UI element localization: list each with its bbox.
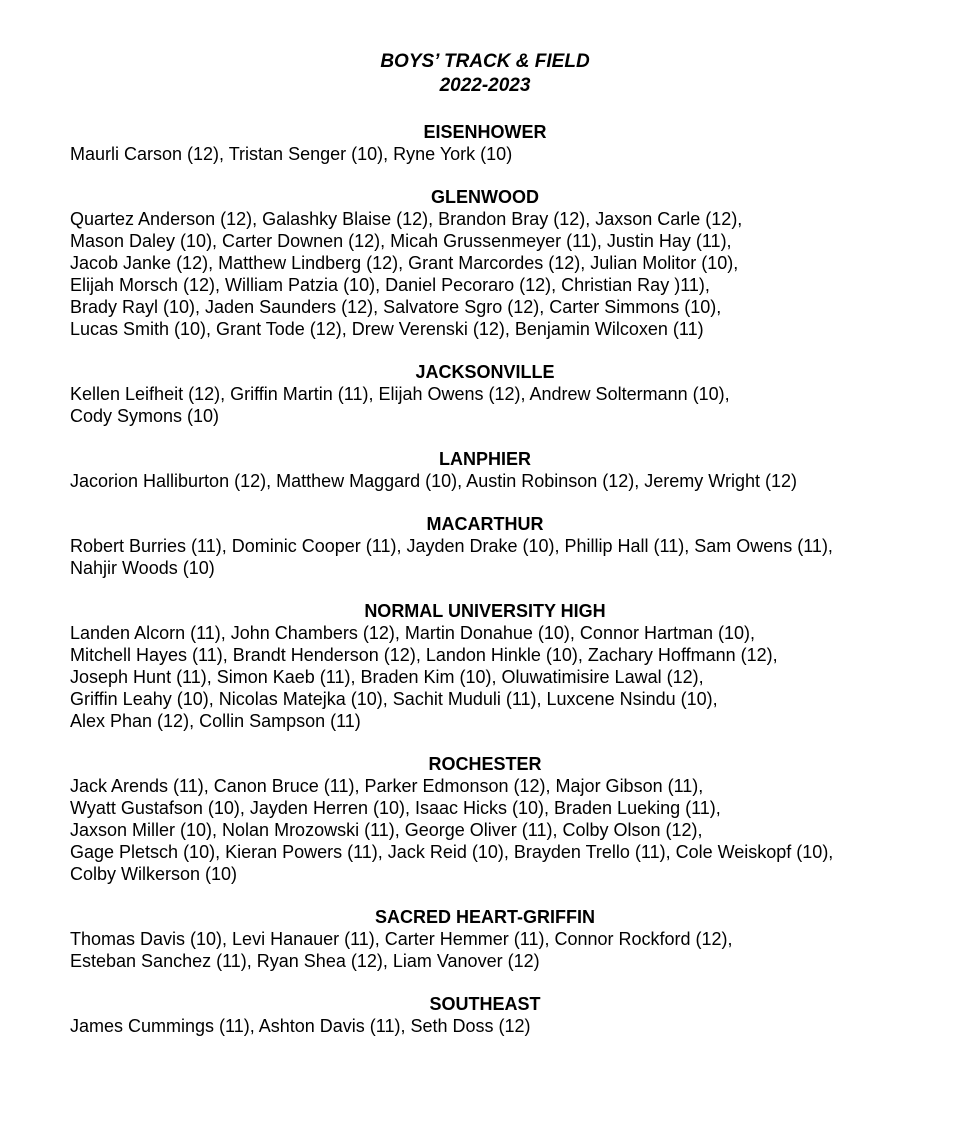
roster-line: Jaxson Miller (10), Nolan Mrozowski (11), George Oliver (11), Colby Olson (12),: [70, 820, 703, 840]
school-section: [70, 121, 900, 165]
school-section: [70, 753, 900, 885]
school-section: [70, 361, 900, 427]
roster-line: Alex Phan (12), Collin Sampson (11): [70, 711, 361, 731]
roster-line: Elijah Morsch (12), William Patzia (10), Daniel Pecoraro (12), Christian Ray )11),: [70, 275, 710, 295]
school-section: [70, 600, 900, 732]
roster-line: Brady Rayl (10), Jaden Saunders (12), Salvatore Sgro (12), Carter Simmons (10),: [70, 297, 722, 317]
roster-line: Landen Alcorn (11), John Chambers (12), Martin Donahue (10), Connor Hartman (10),: [70, 623, 756, 643]
roster-line: Jacob Janke (12), Matthew Lindberg (12), Grant Marcordes (12), Julian Molitor (10),: [70, 253, 739, 273]
roster-line: Colby Wilkerson (10): [70, 864, 238, 884]
document-title: BOYS’ TRACK & FIELD: [380, 51, 590, 72]
school-section: [70, 186, 900, 340]
school-name: SOUTHEAST: [429, 994, 541, 1014]
school-name: GLENWOOD: [431, 187, 539, 207]
roster-line: Cody Symons (10): [70, 406, 220, 426]
roster-line: Thomas Davis (10), Levi Hanauer (11), Carter Hemmer (11), Connor Rockford (12),: [70, 929, 733, 949]
roster-line: Jacorion Halliburton (12), Matthew Maggard (10), Austin Robinson (12), Jeremy Wright (12): [70, 471, 797, 491]
school-section: [70, 906, 900, 972]
school-section: [70, 513, 900, 579]
document-subtitle: 2022-2023: [439, 75, 531, 96]
school-name: NORMAL UNIVERSITY HIGH: [364, 601, 606, 621]
school-name: SACRED HEART-GRIFFIN: [375, 907, 595, 927]
roster-line: Wyatt Gustafson (10), Jayden Herren (10), Isaac Hicks (10), Braden Lueking (11),: [70, 798, 721, 818]
school-name: LANPHIER: [438, 449, 531, 469]
roster-line: Quartez Anderson (12), Galashky Blaise (12), Brandon Bray (12), Jaxson Carle (12),: [70, 209, 743, 229]
roster-line: Joseph Hunt (11), Simon Kaeb (11), Braden Kim (10), Oluwatimisire Lawal (12),: [70, 667, 704, 687]
roster-line: Kellen Leifheit (12), Griffin Martin (11), Elijah Owens (12), Andrew Soltermann (10),: [70, 384, 730, 404]
roster-line: Maurli Carson (12), Tristan Senger (10), Ryne York (10): [70, 144, 513, 164]
roster-line: Nahjir Woods (10): [70, 558, 215, 578]
school-name: MACARTHUR: [426, 514, 544, 534]
roster-line: James Cummings (11), Ashton Davis (11), Seth Doss (12): [70, 1016, 531, 1036]
roster-line: Mason Daley (10), Carter Downen (12), Micah Grussenmeyer (11), Justin Hay (11),: [70, 231, 732, 251]
roster-line: Mitchell Hayes (11), Brandt Henderson (12), Landon Hinkle (10), Zachary Hoffmann (12),: [70, 645, 778, 665]
school-name: EISENHOWER: [423, 122, 547, 142]
school-section: [70, 993, 900, 1037]
school-name: JACKSONVILLE: [415, 362, 555, 382]
roster-line: Gage Pletsch (10), Kieran Powers (11), Jack Reid (10), Brayden Trello (11), Cole Weiskopf (10),: [70, 842, 834, 862]
roster-line: Robert Burries (11), Dominic Cooper (11), Jayden Drake (10), Phillip Hall (11), Sam Owens (11),: [70, 536, 833, 556]
roster-line: Lucas Smith (10), Grant Tode (12), Drew Verenski (12), Benjamin Wilcoxen (11): [70, 319, 704, 339]
school-section: [70, 448, 900, 492]
school-name: ROCHESTER: [428, 754, 542, 774]
roster-line: Jack Arends (11), Canon Bruce (11), Parker Edmonson (12), Major Gibson (11),: [70, 776, 704, 796]
school-list: [70, 121, 900, 1037]
roster-line: Griffin Leahy (10), Nicolas Matejka (10), Sachit Muduli (11), Luxcene Nsindu (10),: [70, 689, 718, 709]
roster-line: Esteban Sanchez (11), Ryan Shea (12), Liam Vanover (12): [70, 951, 540, 971]
